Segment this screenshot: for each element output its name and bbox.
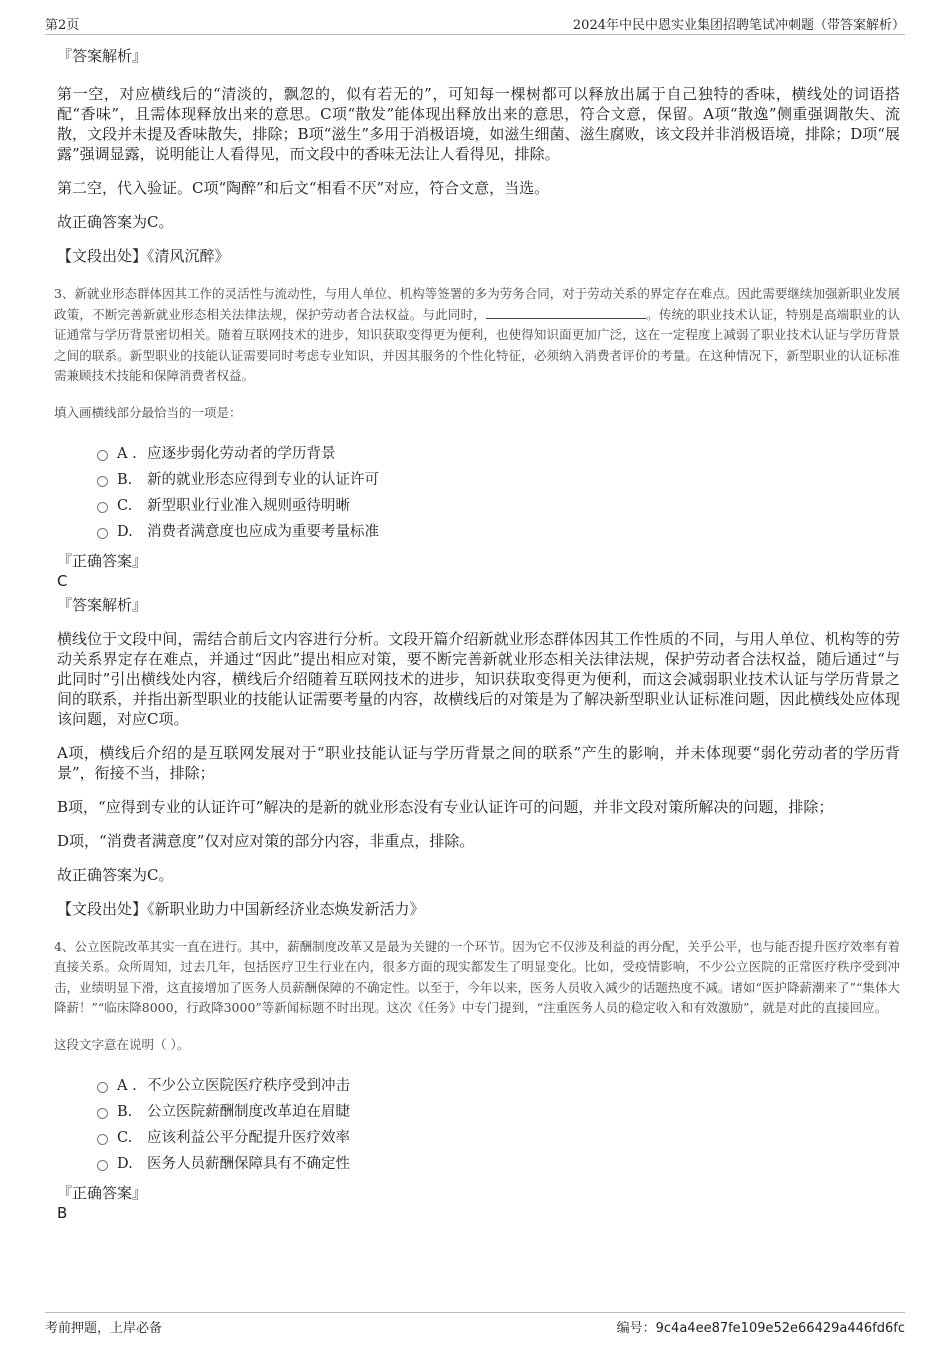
radio-icon[interactable] <box>97 528 108 539</box>
radio-icon[interactable] <box>97 1108 108 1119</box>
radio-icon[interactable] <box>97 1160 108 1171</box>
option-a[interactable]: A . 应逐步弱化劳动者的学历背景 <box>97 441 900 467</box>
analysis-paragraph: 横线位于文段中间，需结合前后文内容进行分析。文段开篇介绍新就业形态群体因其工作性质的不同，与用人单位、机构等的劳动关系界定存在难点，并通过“因此”提出相应对策，要不断完善新就业形态相关法律法规，保护劳动者合法权益，随后通过“与此同时”引出横线处内容，横线后介绍随着互联网技术的进步，知识获取变得更为便利，而这会减弱职业技术认证与学历背景之间的联系，并指出新型职业的技能认证需要考量的内容，故横线后的对策是为了解决新型职业认证标准问题，因此横线处应体现该问题，对应C项。 <box>57 629 900 728</box>
page-footer <box>45 1312 905 1341</box>
option-c[interactable]: C. 新型职业行业准入规则亟待明晰 <box>97 493 900 519</box>
options-list <box>97 441 900 545</box>
correct-answer-label: 『正确答案』 <box>57 1183 148 1202</box>
page-number: 第2页 <box>45 18 80 33</box>
footer-slogan: 考前押题，上岸必备 <box>45 1321 163 1336</box>
correct-answer: C <box>57 571 68 590</box>
source-citation: 【文段出处】《清风沉醉》 <box>57 247 230 265</box>
question-prompt: 这段文字意在说明（ ）。 <box>54 1036 190 1052</box>
analysis-paragraph: D项，“消费者满意度”仅对应对策的部分内容，非重点，排除。 <box>57 831 475 850</box>
radio-icon[interactable] <box>97 1082 108 1093</box>
option-c[interactable]: C. 应该利益公平分配提升医疗效率 <box>97 1125 900 1151</box>
document-title: 2024年中民中恩实业集团招聘笔试冲刺题（带答案解析） <box>572 18 905 33</box>
page-header <box>45 14 905 35</box>
radio-icon[interactable] <box>97 502 108 513</box>
question-stem-4: 4、公立医院改革其实一直在进行。其中，薪酬制度改革又是最为关键的一个环节。因为它不仅涉及利益的再分配，关乎公平，也与能否提升医疗效率有着直接关系。众所周知，过去几年，包括医疗卫生行业在内，很多方面的现实都发生了明显变化。比如，受疫情影响，不少公立医院的正常医疗秩序受到冲击，业绩明显下滑，这直接增加了医务人员薪酬保障的不确定性。以至于，今年以来，医务人员收入减少的话题热度不减。诸如“医护降薪潮来了”“集体大降薪！”“临床降8000，行政降3000”等新闻标题不时出现。这次《任务》中专门提到，“注重医务人员的稳定收入和有效激励”，就是对此的直接回应。 <box>54 938 900 1015</box>
analysis-paragraph: A项，横线后介绍的是互联网发展对于“职业技能认证与学历背景之间的联系”产生的影响，并未体现要“弱化劳动者的学历背景”，衔接不当，排除； <box>57 743 900 782</box>
option-b[interactable]: B. 公立医院薪酬制度改革迫在眉睫 <box>97 1099 900 1125</box>
question-prompt: 填入画横线部分最恰当的一项是： <box>54 404 242 420</box>
radio-icon[interactable] <box>97 476 108 487</box>
answer-analysis-label: 『答案解析』 <box>57 595 148 614</box>
analysis-paragraph: 故正确答案为C。 <box>57 213 174 231</box>
analysis-paragraph: 第二空，代入验证。C项“陶醉”和后文“相看不厌”对应，符合文意，当选。 <box>57 179 550 197</box>
correct-answer: B <box>57 1203 68 1222</box>
fill-in-blank <box>486 305 646 319</box>
option-d[interactable]: D. 消费者满意度也应成为重要考量标准 <box>97 519 900 545</box>
analysis-paragraph: B项，“应得到专业的认证许可”解决的是新的就业形态没有专业认证许可的问题，并非文段对策所解决的问题，排除； <box>57 797 834 816</box>
answer-analysis-label: 『答案解析』 <box>57 47 148 65</box>
option-b[interactable]: B. 新的就业形态应得到专业的认证许可 <box>97 467 900 493</box>
radio-icon[interactable] <box>97 1134 108 1145</box>
correct-answer-label: 『正确答案』 <box>57 551 148 570</box>
document-id: 编号：9c4a4ee87fe109e52e66429a446fd6fc <box>616 1321 905 1336</box>
analysis-paragraph: 故正确答案为C。 <box>57 865 174 884</box>
option-a[interactable]: A . 不少公立医院医疗秩序受到冲击 <box>97 1073 900 1099</box>
options-list <box>97 1073 900 1177</box>
option-d[interactable]: D. 医务人员薪酬保障具有不确定性 <box>97 1151 900 1177</box>
page-content <box>54 46 900 1227</box>
analysis-paragraph: 第一空，对应横线后的“清淡的，飘忽的，似有若无的”，可知每一棵树都可以释放出属于自己独特的香味，横线处的词语搭配“香味”，且需体现释放出来的意思。C项“散发”能体现出释放出来的意思，符合文意，保留。A项“散逸”侧重强调散失、流散，文段并未提及香味散失，排除；B项“滋生”多用于消极语境，如滋生细菌、滋生腐败，该文段并非消极语境，排除；D项“展露”强调显露，说明能让人看得见，而文段中的香味无法让人看得见，排除。 <box>57 85 900 163</box>
source-citation: 【文段出处】《新职业助力中国新经济业态焕发新活力》 <box>57 899 425 918</box>
radio-icon[interactable] <box>97 450 108 461</box>
question-stem-3: 3、新就业形态群体因其工作的灵活性与流动性，与用人单位、机构等签署的多为劳务合同，对于劳动关系的界定存在难点。因此需要继续加强新职业发展政策，不断完善新就业形态相关法律法规，保护劳动者合法权益。与此同时， 。传统的职业技术认证，特别是高端职业的认证通常与学历背景密切相关。随着互联网技术的进步，知识获取变得更为便利，也使得知识面更加广泛，这在一定程度上减弱了职业技术认证与学历背景之间的联系。新型职业的技能认证需要同时考虑专业知识，并因其服务的个性化特征，必须纳入消费者评价的考量。在这种情况下，新型职业的认证标准需兼顾技术技能和保障消费者权益。 <box>54 286 900 383</box>
